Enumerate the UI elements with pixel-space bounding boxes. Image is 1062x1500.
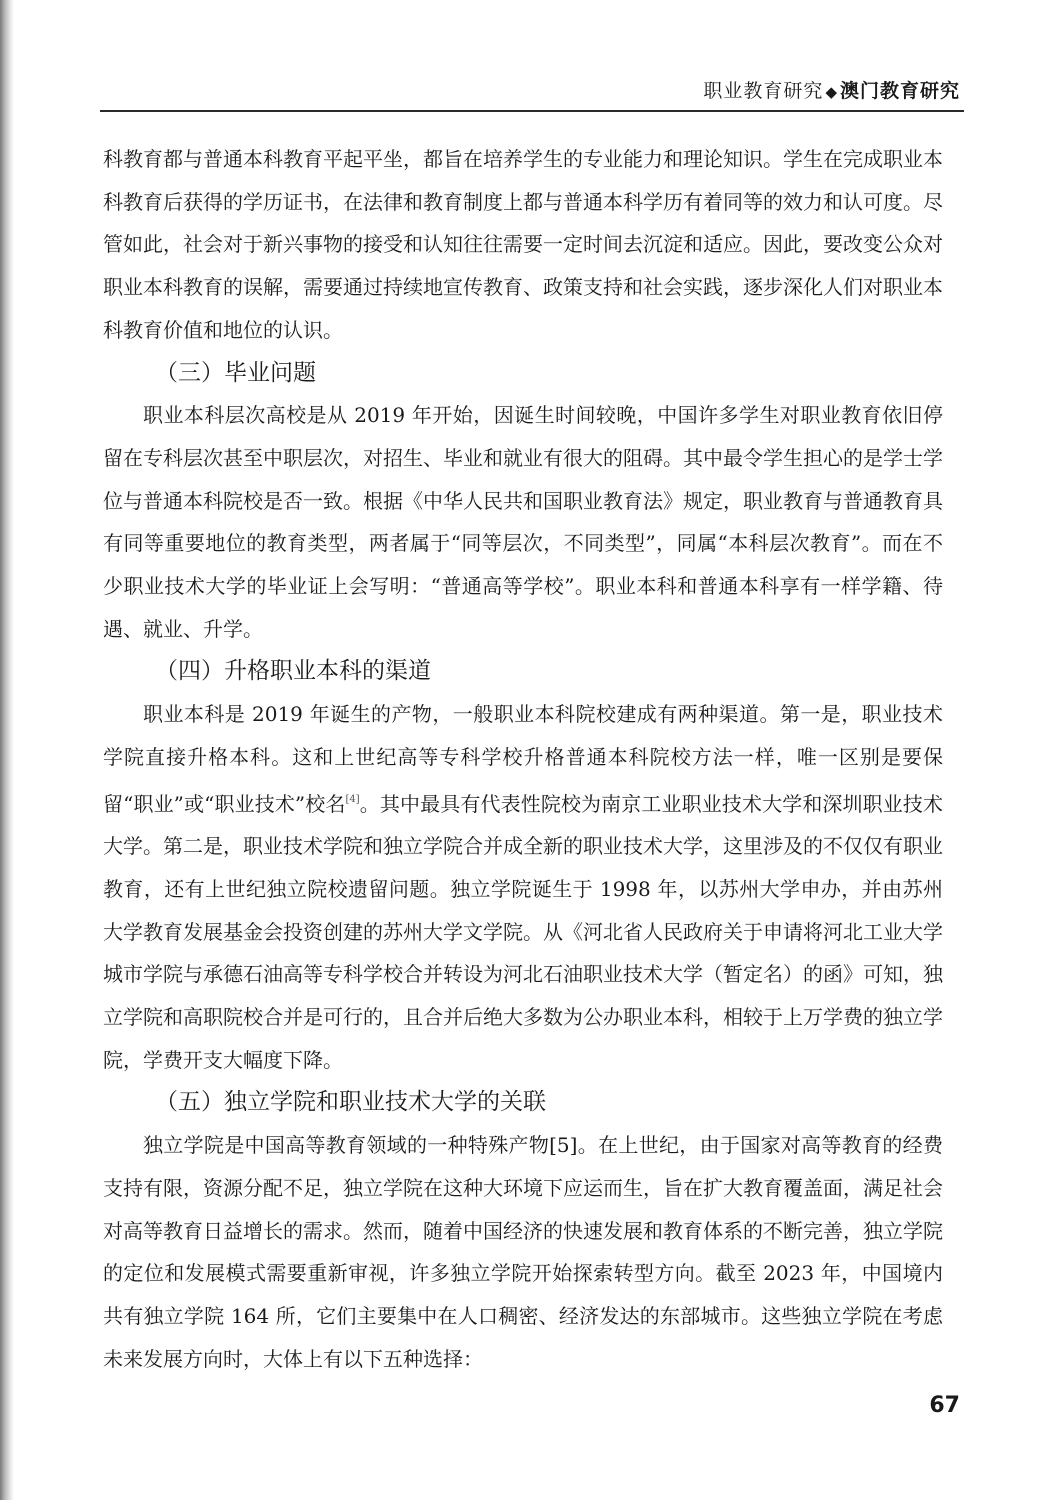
paragraph-independent-colleges: 独立学院是中国高等教育领域的一种特殊产物[5]。在上世纪，由于国家对高等教育的经费支持有限，资源分配不足，独立学院在这种大环境下应运而生，旨在扩大教育覆盖面，满足社会对高等教育日益增长的需求。然而，随着中国经济的快速发展和教育体系的不断完善，独立学院的定位和发展模式需要重新审视，许多独立学院开始探索转型方向。截至 2023 年，中国境内共有独立学院 164 所，它们主要集中在人口稠密、经济发达的东部城市。这些独立学院在考虑未来发展方向时，大体上有以下五种选择：	[103, 1133, 943, 1371]
paragraph-upgrade-part-1: 职业本科是 2019 年诞生的产物，一般职业本科院校建成有两种渠道。第一是，职业技术学院直接升格本科。这和上世纪高等专科学校升格普通本科院校方法一样，唯一区别是要保留“职业”或“职业技术”校名	[103, 702, 943, 816]
paragraph-continued: 科教育都与普通本科教育平起平坐，都旨在培养学生的专业能力和理论知识。学生在完成职业本科教育后获得的学历证书，在法律和教育制度上都与普通本科学历有着同等的效力和认可度。尽管如此，社会对于新兴事物的接受和认知往往需要一定时间去沉淀和适应。因此，要改变公众对职业本科教育的误解，需要通过持续地宣传教育、政策支持和社会实践，逐步深化人们对职业本科教育价值和地位的认识。	[103, 147, 943, 342]
header-section-title: 职业教育研究	[703, 80, 824, 102]
paragraph-upgrade-channels	[103, 693, 943, 1081]
header-journal-title: 澳门教育研究	[839, 80, 960, 102]
diamond-icon: ◆	[825, 83, 838, 101]
article-body	[103, 138, 943, 1380]
paragraph-graduation: 职业本科层次高校是从 2019 年开始，因诞生时间较晚，中国许多学生对职业教育依旧停留在专科层次甚至中职层次，对招生、毕业和就业有很大的阻碍。其中最令学生担心的是学士学位与普通本科院校是否一致。根据《中华人民共和国职业教育法》规定，职业教育与普通教育具有同等重要地位的教育类型，两者属于“同等层次，不同类型”，同属“本科层次教育”。而在不少职业技术大学的毕业证上会写明：“普通高等学校”。职业本科和普通本科享有一样学籍、待遇、就业、升学。	[103, 403, 943, 641]
running-header	[703, 76, 960, 106]
section-heading-upgrade-channels: （四）升格职业本科的渠道	[155, 658, 431, 685]
header-rule	[100, 110, 964, 112]
page-number: 67	[929, 1393, 960, 1418]
page-edge-shadow	[0, 0, 14, 1500]
section-heading-independent-colleges: （五）独立学院和职业技术大学的关联	[155, 1089, 546, 1116]
paragraph-upgrade-part-2: 。其中最具有代表性院校为南京工业职业技术大学和深圳职业技术大学。第二是，职业技术学院和独立学院合并成全新的职业技术大学，这里涉及的不仅仅有职业教育，还有上世纪独立院校遗留问题。独立学院诞生于 1998 年，以苏州大学申办，并由苏州大学教育发展基金会投资创建的苏州大学文学院。从《河北省人民政府关于申请将河北工业大学城市学院与承德石油高等专科学校合并转设为河北石油职业技术大学（暂定名）的函》可知，独立学院和高职院校合并是可行的，且合并后绝大多数为公办职业本科，相较于上万学费的独立学院，学费开支大幅度下降。	[103, 791, 944, 1072]
section-heading-graduation: （三）毕业问题	[155, 359, 316, 386]
citation-reference: [4]	[345, 793, 360, 805]
